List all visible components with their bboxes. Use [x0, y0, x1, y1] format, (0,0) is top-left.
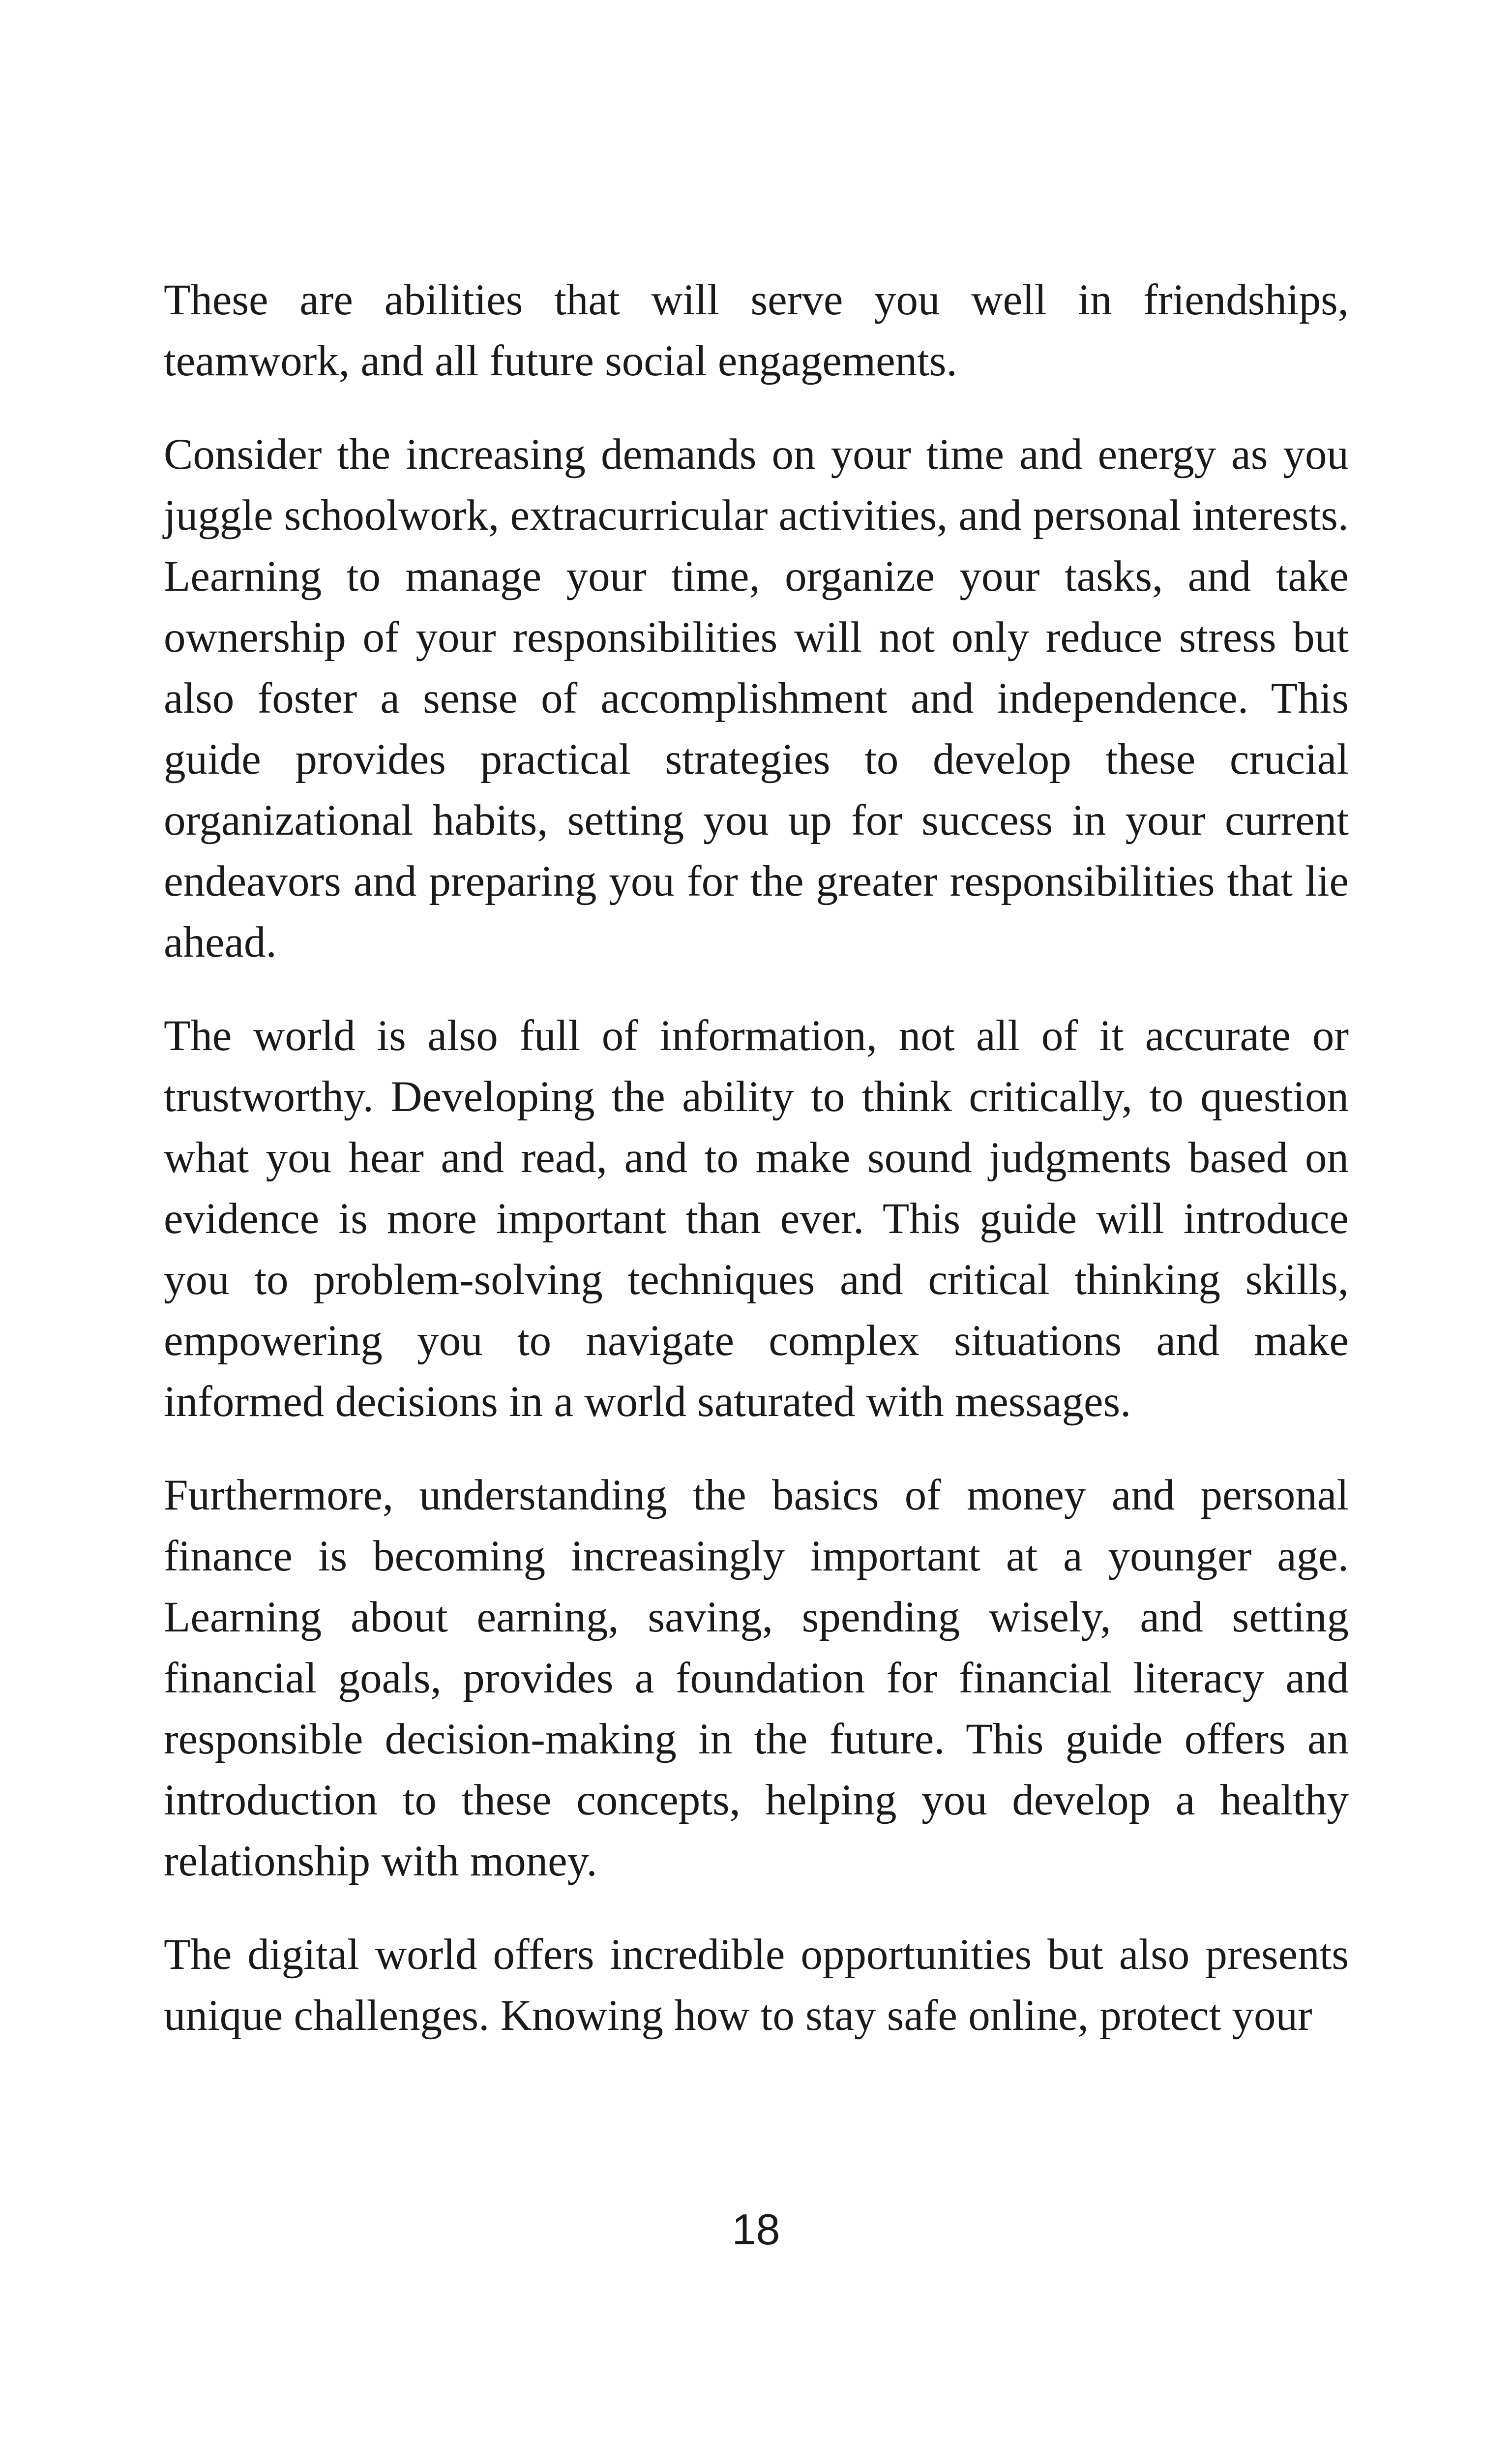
paragraph: Consider the increasing demands on your time and energy as you juggle schoolwork, extracurricular activities, and personal interests. Learning to manage your time, organize your tasks, and take ownership of your responsibilities will not only reduce stress but also foster a sense of accomplishment and independence. This guide provides practical strategies to develop these crucial organizational habits, setting you up for success in your current endeavors and preparing you for the greater responsibilities that lie ahead.	[164, 430, 1349, 966]
paragraph: These are abilities that will serve you well in friendships, teamwork, and all future social engagements.	[164, 276, 1349, 385]
page-number: 18	[732, 2205, 780, 2254]
paragraph: The digital world offers incredible opportunities but also presents unique challenges. Knowing how to stay safe online, protect your	[164, 1930, 1349, 2040]
body-text	[164, 270, 1349, 2079]
paragraph: The world is also full of information, not all of it accurate or trustworthy. Developing the ability to think critically, to question what you hear and read, and to make sound judgments based on evidence is more important than ever. This guide will introduce you to problem-solving techniques and critical thinking skills, empowering you to navigate complex situations and make informed decisions in a world saturated with messages.	[164, 1012, 1349, 1426]
paragraph: Furthermore, understanding the basics of money and personal finance is becoming increasingly important at a younger age. Learning about earning, saving, spending wisely, and setting financial goals, provides a foundation for financial literacy and responsible decision-making in the future. This guide offers an introduction to these concepts, helping you develop a healthy relationship with money.	[164, 1471, 1349, 1885]
